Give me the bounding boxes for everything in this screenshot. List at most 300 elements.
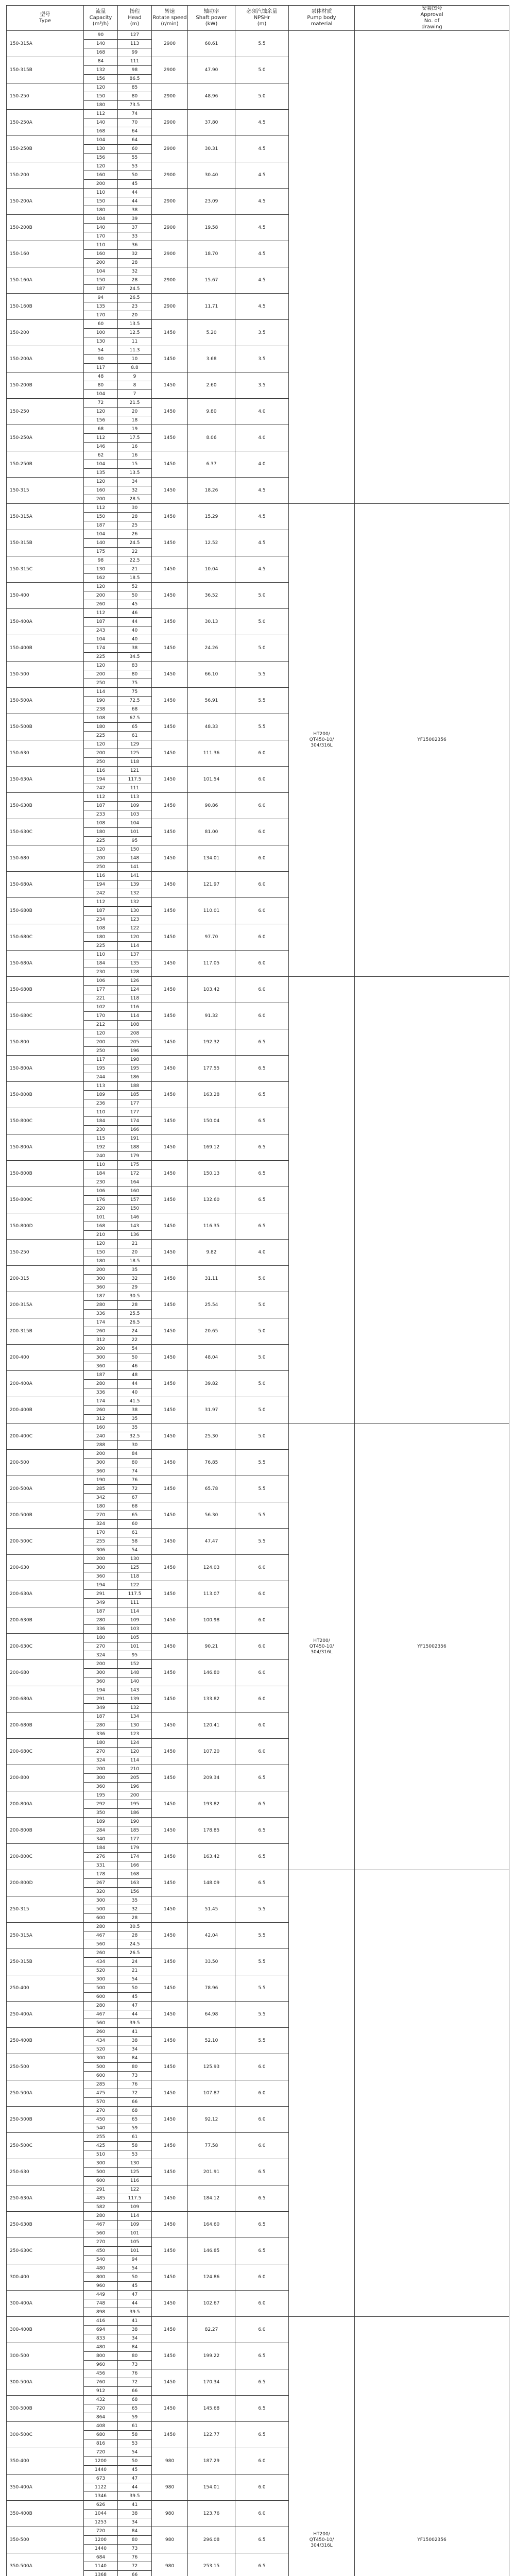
model-cell: 250-630 (7, 2159, 84, 2185)
flow-cell: 174 (84, 1397, 118, 1406)
speed-cell: 1450 (152, 740, 188, 767)
model-cell: 150-160A (7, 267, 84, 294)
head-cell: 21.5 (118, 399, 152, 408)
flow-cell: 168 (84, 127, 118, 136)
model-cell: 200-500 (7, 1450, 84, 1476)
power-cell: 37.80 (188, 110, 235, 136)
table-row (7, 1870, 509, 1879)
head-cell: 9 (118, 372, 152, 381)
speed-cell: 2900 (152, 83, 188, 110)
speed-cell: 1450 (152, 2317, 188, 2343)
power-cell: 102.67 (188, 2291, 235, 2317)
npsh-cell: 6.5 (235, 2185, 289, 2212)
head-cell: 123 (118, 1730, 152, 1739)
head-cell: 196 (118, 1047, 152, 1056)
flow-cell: 174 (84, 644, 118, 653)
flow-cell: 250 (84, 1047, 118, 1056)
speed-cell: 1450 (152, 1082, 188, 1108)
head-cell: 109 (118, 1616, 152, 1625)
flow-cell: 194 (84, 775, 118, 784)
spec-sheet (6, 5, 509, 2576)
drawing-number-cell (355, 977, 509, 1423)
npsh-cell: 4.5 (235, 478, 289, 504)
model-cell: 150-250A (7, 425, 84, 451)
head-cell: 132 (118, 898, 152, 907)
flow-cell: 146 (84, 443, 118, 451)
head-cell: 38 (118, 1406, 152, 1415)
head-cell: 103 (118, 1625, 152, 1634)
model-cell: 300-400B (7, 2317, 84, 2343)
flow-cell: 130 (84, 565, 118, 574)
power-cell: 30.13 (188, 609, 235, 635)
flow-cell: 432 (84, 2396, 118, 2404)
power-cell: 60.61 (188, 31, 235, 57)
flow-cell: 194 (84, 1581, 118, 1590)
model-cell: 150-160B (7, 294, 84, 320)
npsh-cell: 5.5 (235, 1502, 289, 1529)
head-cell: 152 (118, 1660, 152, 1669)
head-cell: 67.5 (118, 714, 152, 723)
head-cell: 65 (118, 1511, 152, 1520)
flow-cell: 242 (84, 889, 118, 898)
flow-cell: 156 (84, 154, 118, 162)
power-cell: 122.77 (188, 2422, 235, 2448)
speed-cell: 1450 (152, 1844, 188, 1870)
npsh-cell: 4.5 (235, 530, 289, 556)
flow-cell: 130 (84, 337, 118, 346)
head-cell: 168 (118, 1870, 152, 1879)
flow-cell: 250 (84, 863, 118, 872)
model-cell: 150-200 (7, 162, 84, 189)
model-cell: 300-500A (7, 2369, 84, 2396)
head-cell: 177 (118, 1835, 152, 1844)
power-cell: 111.36 (188, 740, 235, 767)
speed-cell: 1450 (152, 662, 188, 688)
flow-cell: 104 (84, 390, 118, 399)
flow-cell: 120 (84, 845, 118, 854)
speed-cell: 1450 (152, 583, 188, 609)
flow-cell: 800 (84, 2352, 118, 2361)
flow-cell: 60 (84, 320, 118, 329)
model-cell: 200-315A (7, 1292, 84, 1318)
head-cell: 118 (118, 994, 152, 1003)
flow-cell: 720 (84, 2448, 118, 2457)
power-cell: 5.20 (188, 320, 235, 346)
head-cell: 35 (118, 1266, 152, 1275)
head-cell: 160 (118, 1187, 152, 1196)
power-cell: 91.32 (188, 1003, 235, 1029)
flow-cell: 112 (84, 793, 118, 802)
head-cell: 113 (118, 793, 152, 802)
head-cell: 139 (118, 880, 152, 889)
speed-cell: 980 (152, 2475, 188, 2501)
speed-cell: 980 (152, 2553, 188, 2576)
head-cell: 104 (118, 819, 152, 828)
material-cell (289, 977, 355, 1423)
npsh-cell: 6.0 (235, 2501, 289, 2527)
table-header (7, 6, 509, 31)
model-cell: 300-400A (7, 2291, 84, 2317)
head-cell: 136 (118, 1231, 152, 1240)
head-cell: 174 (118, 1853, 152, 1861)
speed-cell: 1450 (152, 556, 188, 583)
head-cell: 73 (118, 2361, 152, 2369)
flow-cell: 600 (84, 1993, 118, 2002)
head-cell: 8 (118, 381, 152, 390)
head-cell: 55 (118, 154, 152, 162)
flow-cell: 180 (84, 206, 118, 215)
power-cell: 3.68 (188, 346, 235, 372)
flow-cell: 912 (84, 2387, 118, 2396)
head-cell: 12.5 (118, 329, 152, 337)
flow-cell: 425 (84, 2142, 118, 2150)
model-cell: 150-250A (7, 110, 84, 136)
drawing-number-cell (355, 1870, 509, 2317)
head-cell: 124 (118, 986, 152, 994)
npsh-cell: 6.0 (235, 1686, 289, 1713)
npsh-cell: 6.0 (235, 819, 289, 845)
speed-cell: 1450 (152, 872, 188, 898)
flow-cell: 187 (84, 1607, 118, 1616)
head-cell: 177 (118, 1099, 152, 1108)
model-cell: 150-250 (7, 1240, 84, 1266)
npsh-cell: 5.5 (235, 1476, 289, 1502)
power-cell: 78.96 (188, 1975, 235, 2002)
head-cell: 22 (118, 1336, 152, 1345)
model-cell: 150-315A (7, 31, 84, 57)
flow-cell: 106 (84, 977, 118, 986)
model-cell: 250-400A (7, 2002, 84, 2028)
head-cell: 54 (118, 2264, 152, 2273)
power-cell: 9.82 (188, 1240, 235, 1266)
flow-cell: 184 (84, 959, 118, 968)
head-cell: 18 (118, 416, 152, 425)
flow-cell: 104 (84, 460, 118, 469)
speed-cell: 1450 (152, 2054, 188, 2080)
head-cell: 148 (118, 1669, 152, 1677)
model-cell: 150-630B (7, 793, 84, 819)
head-cell: 60 (118, 145, 152, 154)
head-cell: 25 (118, 521, 152, 530)
speed-cell: 1450 (152, 399, 188, 425)
head-cell: 32 (118, 486, 152, 495)
head-cell: 84 (118, 2343, 152, 2352)
head-cell: 135 (118, 959, 152, 968)
model-cell: 200-800 (7, 1765, 84, 1791)
flow-cell: 312 (84, 1415, 118, 1423)
model-cell: 150-800A (7, 1134, 84, 1161)
model-cell: 350-400 (7, 2448, 84, 2475)
model-cell: 300-500 (7, 2343, 84, 2369)
head-cell: 28 (118, 259, 152, 267)
npsh-cell: 6.5 (235, 1082, 289, 1108)
header-drawing: 安装图号 Approval No. of drawing (355, 6, 509, 31)
flow-cell: 350 (84, 1809, 118, 1818)
speed-cell: 1450 (152, 451, 188, 478)
npsh-cell: 6.0 (235, 1660, 289, 1686)
head-cell: 66 (118, 2098, 152, 2107)
header-npsh: 必须汽蚀余量 NPSHr (m) (235, 6, 289, 31)
header-power: 轴功率 Shaft power (kW) (188, 6, 235, 31)
power-cell: 9.80 (188, 399, 235, 425)
head-cell: 146 (118, 1213, 152, 1222)
model-cell: 150-500B (7, 714, 84, 740)
head-cell: 26 (118, 530, 152, 539)
head-cell: 58 (118, 2142, 152, 2150)
npsh-cell: 6.0 (235, 1607, 289, 1634)
flow-cell: 178 (84, 1870, 118, 1879)
head-cell: 188 (118, 1143, 152, 1152)
speed-cell: 1450 (152, 714, 188, 740)
head-cell: 141 (118, 872, 152, 880)
flow-cell: 180 (84, 1634, 118, 1642)
power-cell: 47.90 (188, 57, 235, 83)
flow-cell: 408 (84, 2422, 118, 2431)
head-cell: 103 (118, 810, 152, 819)
power-cell: 124.86 (188, 2264, 235, 2291)
model-cell: 350-500A (7, 2553, 84, 2576)
speed-cell: 1450 (152, 1686, 188, 1713)
flow-cell: 434 (84, 1958, 118, 1967)
flow-cell: 180 (84, 723, 118, 732)
npsh-cell: 4.5 (235, 215, 289, 241)
head-cell: 195 (118, 1800, 152, 1809)
speed-cell: 1450 (152, 425, 188, 451)
npsh-cell: 6.0 (235, 767, 289, 793)
flow-cell: 110 (84, 241, 118, 250)
head-cell: 84 (118, 1450, 152, 1459)
speed-cell: 2900 (152, 110, 188, 136)
head-cell: 28 (118, 1914, 152, 1923)
model-cell: 200-500C (7, 1529, 84, 1555)
npsh-cell: 6.5 (235, 1161, 289, 1187)
flow-cell: 117 (84, 364, 118, 372)
flow-cell: 190 (84, 1476, 118, 1485)
speed-cell: 1450 (152, 1423, 188, 1450)
flow-cell: 280 (84, 2212, 118, 2221)
model-cell: 150-800C (7, 1187, 84, 1213)
head-cell: 66 (118, 2571, 152, 2576)
head-cell: 148 (118, 854, 152, 863)
flow-cell: 255 (84, 2133, 118, 2142)
flow-cell: 120 (84, 478, 118, 486)
flow-cell: 120 (84, 662, 118, 670)
flow-cell: 500 (84, 1905, 118, 1914)
flow-cell: 187 (84, 521, 118, 530)
speed-cell: 980 (152, 2527, 188, 2553)
head-cell: 120 (118, 1748, 152, 1756)
head-cell: 40 (118, 635, 152, 644)
flow-cell: 187 (84, 1371, 118, 1380)
flow-cell: 280 (84, 1380, 118, 1388)
head-cell: 157 (118, 1196, 152, 1205)
power-cell: 148.09 (188, 1870, 235, 1896)
head-cell: 118 (118, 1572, 152, 1581)
head-cell: 125 (118, 2168, 152, 2177)
head-cell: 50 (118, 171, 152, 180)
model-cell: 150-250 (7, 83, 84, 110)
head-cell: 156 (118, 1888, 152, 1896)
head-cell: 39.5 (118, 2308, 152, 2317)
npsh-cell: 6.5 (235, 2422, 289, 2448)
flow-cell: 456 (84, 2369, 118, 2378)
head-cell: 26.5 (118, 1949, 152, 1958)
flow-cell: 500 (84, 2168, 118, 2177)
npsh-cell: 5.5 (235, 1450, 289, 1476)
flow-cell: 108 (84, 924, 118, 933)
flow-cell: 1368 (84, 2571, 118, 2576)
head-cell: 28 (118, 1301, 152, 1310)
power-cell: 107.20 (188, 1739, 235, 1765)
head-cell: 122 (118, 2185, 152, 2194)
flow-cell: 500 (84, 1984, 118, 1993)
flow-cell: 1253 (84, 2518, 118, 2527)
speed-cell: 1450 (152, 2238, 188, 2264)
head-cell: 68 (118, 2107, 152, 2115)
flow-cell: 324 (84, 1651, 118, 1660)
table-row (7, 1423, 509, 1432)
flow-cell: 160 (84, 171, 118, 180)
flow-cell: 62 (84, 451, 118, 460)
flow-cell: 250 (84, 758, 118, 767)
flow-cell: 48 (84, 372, 118, 381)
speed-cell: 1450 (152, 793, 188, 819)
flow-cell: 140 (84, 40, 118, 48)
flow-cell: 225 (84, 837, 118, 845)
flow-cell: 230 (84, 1178, 118, 1187)
speed-cell: 1450 (152, 1187, 188, 1213)
model-cell: 250-315B (7, 1949, 84, 1975)
flow-cell: 180 (84, 101, 118, 110)
npsh-cell: 6.0 (235, 1003, 289, 1029)
model-cell: 150-630C (7, 819, 84, 845)
power-cell: 36.52 (188, 583, 235, 609)
head-cell: 163 (118, 1879, 152, 1888)
head-cell: 20 (118, 1248, 152, 1257)
model-cell: 200-400A (7, 1371, 84, 1397)
model-cell: 150-250 (7, 399, 84, 425)
flow-cell: 200 (84, 495, 118, 504)
flow-cell: 520 (84, 1967, 118, 1975)
flow-cell: 112 (84, 110, 118, 118)
npsh-cell: 5.0 (235, 1318, 289, 1345)
head-cell: 72 (118, 2562, 152, 2571)
power-cell: 47.47 (188, 1529, 235, 1555)
head-cell: 186 (118, 1073, 152, 1082)
head-cell: 80 (118, 2536, 152, 2545)
model-cell: 200-680C (7, 1739, 84, 1765)
speed-cell: 1450 (152, 2002, 188, 2028)
model-cell: 200-400 (7, 1345, 84, 1371)
head-cell: 35 (118, 1423, 152, 1432)
flow-cell: 112 (84, 898, 118, 907)
speed-cell: 1450 (152, 977, 188, 1003)
head-cell: 40 (118, 626, 152, 635)
head-cell: 21 (118, 1967, 152, 1975)
flow-cell: 187 (84, 1292, 118, 1301)
drawing-number-cell: YF15002356 (355, 504, 509, 977)
flow-cell: 110 (84, 1108, 118, 1117)
flow-cell: 673 (84, 2475, 118, 2483)
flow-cell: 1122 (84, 2483, 118, 2492)
speed-cell: 1450 (152, 1791, 188, 1818)
npsh-cell: 3.5 (235, 320, 289, 346)
head-cell: 34 (118, 2334, 152, 2343)
head-cell: 73.5 (118, 101, 152, 110)
head-cell: 84 (118, 2054, 152, 2063)
head-cell: 18.5 (118, 574, 152, 583)
head-cell: 73 (118, 2072, 152, 2080)
head-cell: 75 (118, 688, 152, 697)
model-cell: 150-680C (7, 924, 84, 951)
head-cell: 210 (118, 1765, 152, 1774)
flow-cell: 270 (84, 2238, 118, 2247)
model-cell: 300-500C (7, 2422, 84, 2448)
flow-cell: 324 (84, 1756, 118, 1765)
speed-cell: 1450 (152, 845, 188, 872)
speed-cell: 1450 (152, 767, 188, 793)
power-cell: 134.01 (188, 845, 235, 872)
npsh-cell: 6.0 (235, 2317, 289, 2343)
flow-cell: 300 (84, 1564, 118, 1572)
speed-cell: 980 (152, 2501, 188, 2527)
speed-cell: 1450 (152, 1450, 188, 1476)
flow-cell: 864 (84, 2413, 118, 2422)
speed-cell: 1450 (152, 1371, 188, 1397)
speed-cell: 1450 (152, 2133, 188, 2159)
head-cell: 72.5 (118, 697, 152, 705)
npsh-cell: 4.5 (235, 294, 289, 320)
speed-cell: 1450 (152, 1581, 188, 1607)
flow-cell: 210 (84, 1231, 118, 1240)
flow-cell: 540 (84, 2256, 118, 2264)
speed-cell: 1450 (152, 1870, 188, 1896)
speed-cell: 1450 (152, 1529, 188, 1555)
power-cell: 146.80 (188, 1660, 235, 1686)
head-cell: 45 (118, 2466, 152, 2475)
head-cell: 38 (118, 2510, 152, 2518)
npsh-cell: 6.5 (235, 2553, 289, 2576)
flow-cell: 140 (84, 224, 118, 232)
flow-cell: 225 (84, 732, 118, 740)
flow-cell: 720 (84, 2527, 118, 2536)
head-cell: 13.5 (118, 469, 152, 478)
model-cell: 250-315A (7, 1923, 84, 1949)
head-cell: 68 (118, 1502, 152, 1511)
head-cell: 84 (118, 2527, 152, 2536)
head-cell: 140 (118, 1677, 152, 1686)
flow-cell: 160 (84, 486, 118, 495)
npsh-cell: 5.0 (235, 609, 289, 635)
flow-cell: 684 (84, 2553, 118, 2562)
model-cell: 150-800B (7, 1082, 84, 1108)
power-cell: 125.93 (188, 2054, 235, 2080)
head-cell: 117.5 (118, 2194, 152, 2203)
flow-cell: 150 (84, 197, 118, 206)
speed-cell: 1450 (152, 530, 188, 556)
head-cell: 11.3 (118, 346, 152, 355)
speed-cell: 1450 (152, 1134, 188, 1161)
flow-cell: 54 (84, 346, 118, 355)
npsh-cell: 6.0 (235, 740, 289, 767)
power-cell: 76.85 (188, 1450, 235, 1476)
power-cell: 12.52 (188, 530, 235, 556)
head-cell: 185 (118, 1091, 152, 1099)
npsh-cell: 6.5 (235, 2396, 289, 2422)
npsh-cell: 4.5 (235, 162, 289, 189)
flow-cell: 195 (84, 1064, 118, 1073)
flow-cell: 300 (84, 2054, 118, 2063)
